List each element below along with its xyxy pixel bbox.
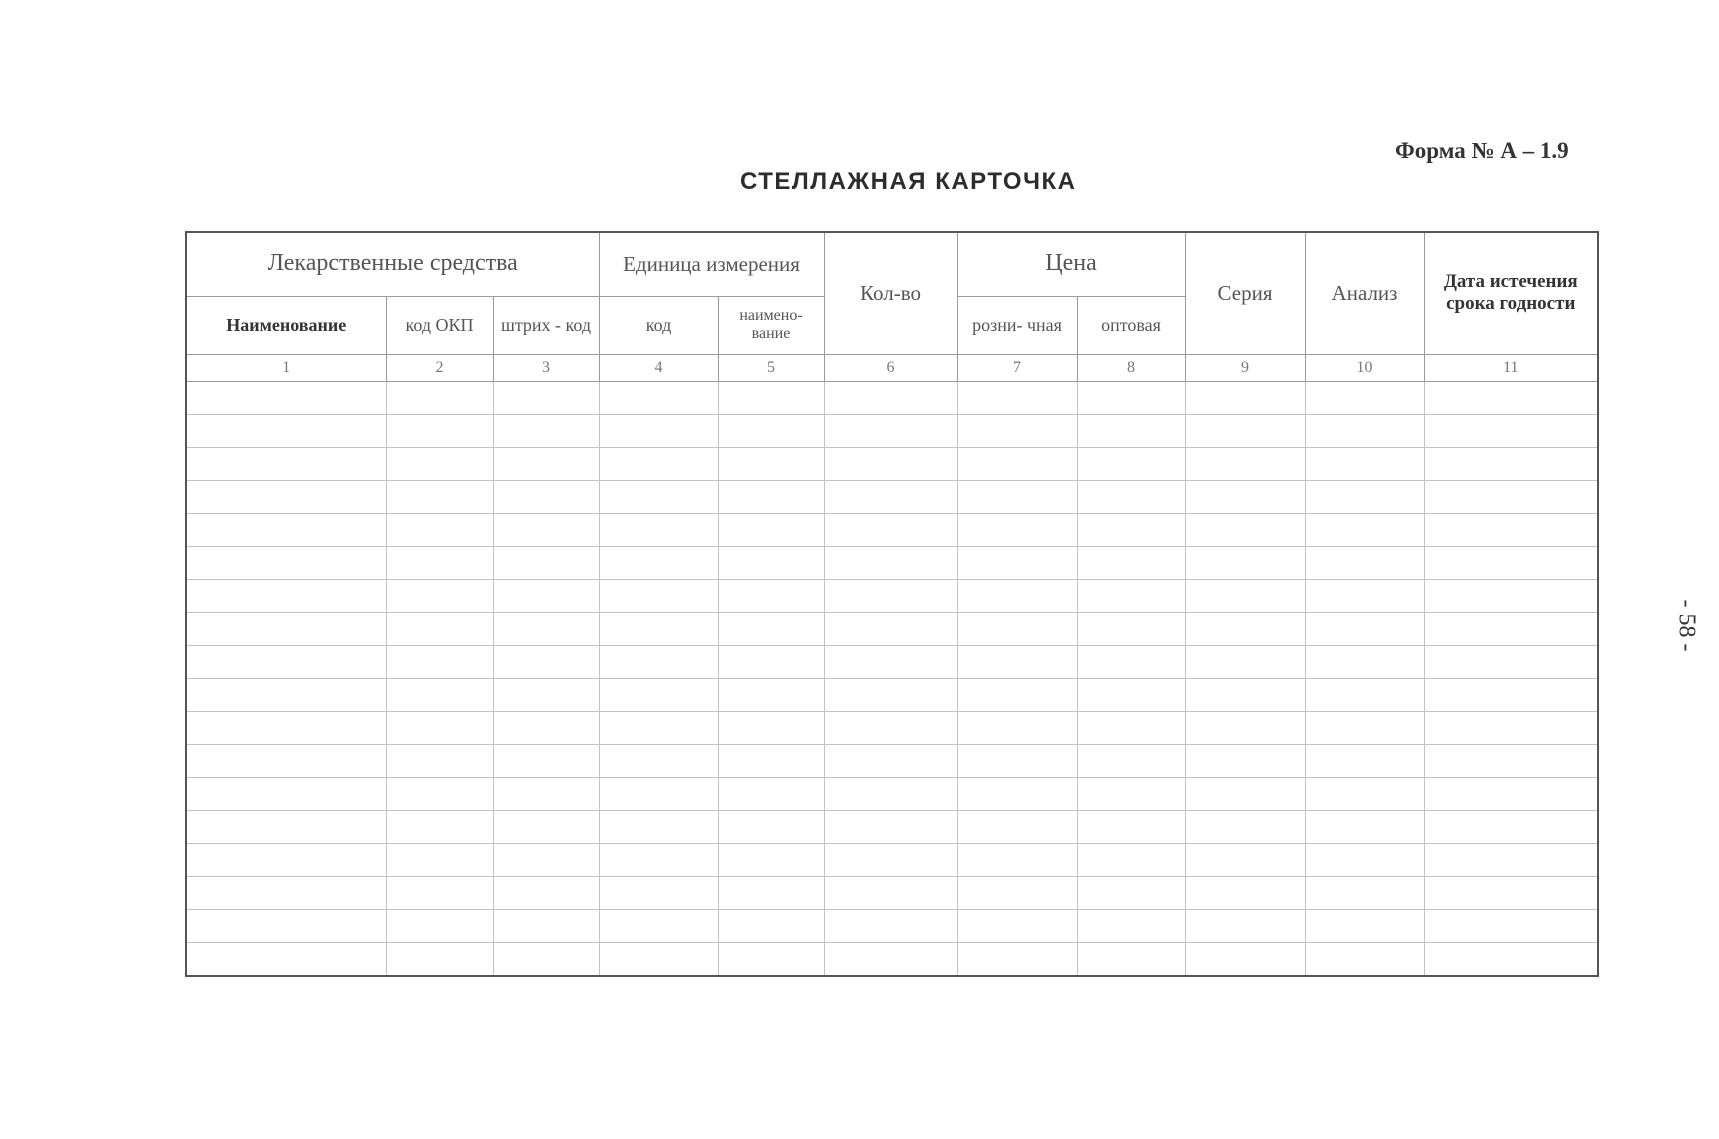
blank-cell — [718, 843, 824, 876]
column-number: 7 — [957, 354, 1077, 381]
blank-cell — [1305, 546, 1424, 579]
blank-cell — [599, 414, 718, 447]
blank-cell — [386, 909, 493, 942]
blank-cell — [957, 579, 1077, 612]
blank-cell — [1305, 381, 1424, 414]
blank-cell — [386, 678, 493, 711]
blank-cell — [599, 546, 718, 579]
blank-cell — [1424, 381, 1598, 414]
blank-cell — [957, 645, 1077, 678]
page-title: СТЕЛЛАЖНАЯ КАРТОЧКА — [740, 168, 1077, 195]
blank-cell — [1077, 678, 1185, 711]
blank-cell — [599, 843, 718, 876]
blank-cell — [1424, 612, 1598, 645]
blank-cell — [718, 942, 824, 976]
blank-cell — [1424, 744, 1598, 777]
blank-cell — [1077, 810, 1185, 843]
blank-cell — [1077, 645, 1185, 678]
blank-cell — [386, 843, 493, 876]
blank-cell — [493, 447, 599, 480]
blank-cell — [957, 546, 1077, 579]
blank-cell — [824, 447, 957, 480]
blank-row — [186, 546, 1598, 579]
header-analysis: Анализ — [1305, 232, 1424, 354]
blank-cell — [957, 909, 1077, 942]
blank-cell — [493, 513, 599, 546]
blank-cell — [1077, 777, 1185, 810]
blank-cell — [718, 909, 824, 942]
blank-cell — [957, 810, 1077, 843]
header-drugs: Лекарственные средства — [186, 232, 599, 296]
blank-cell — [1185, 546, 1305, 579]
blank-cell — [493, 678, 599, 711]
blank-cell — [493, 645, 599, 678]
column-number: 10 — [1305, 354, 1424, 381]
blank-cell — [386, 447, 493, 480]
blank-cell — [386, 744, 493, 777]
column-number: 4 — [599, 354, 718, 381]
blank-cell — [599, 777, 718, 810]
blank-cell — [1305, 645, 1424, 678]
shelf-card-table — [185, 231, 1599, 977]
header-barcode: штрих - код — [493, 296, 599, 354]
header-price: Цена — [957, 232, 1185, 296]
blank-cell — [1185, 843, 1305, 876]
blank-cell — [1305, 909, 1424, 942]
blank-cell — [1305, 744, 1424, 777]
blank-cell — [493, 579, 599, 612]
column-number: 2 — [386, 354, 493, 381]
blank-cell — [957, 711, 1077, 744]
blank-cell — [493, 810, 599, 843]
blank-cell — [718, 678, 824, 711]
blank-cell — [824, 909, 957, 942]
blank-cell — [824, 579, 957, 612]
blank-cell — [824, 645, 957, 678]
blank-cell — [1424, 876, 1598, 909]
blank-cell — [824, 480, 957, 513]
blank-cell — [1185, 711, 1305, 744]
blank-cell — [493, 480, 599, 513]
blank-cell — [493, 909, 599, 942]
blank-cell — [1185, 909, 1305, 942]
header-series: Серия — [1185, 232, 1305, 354]
header-unit-name: наимено- вание — [718, 296, 824, 354]
blank-cell — [186, 678, 386, 711]
blank-row — [186, 447, 1598, 480]
blank-cell — [599, 480, 718, 513]
blank-cell — [1305, 447, 1424, 480]
blank-cell — [186, 876, 386, 909]
blank-cell — [386, 513, 493, 546]
blank-cell — [824, 876, 957, 909]
blank-row — [186, 579, 1598, 612]
blank-cell — [599, 909, 718, 942]
blank-cell — [1424, 480, 1598, 513]
blank-cell — [1185, 381, 1305, 414]
blank-cell — [1305, 414, 1424, 447]
blank-cell — [1424, 579, 1598, 612]
blank-cell — [1185, 447, 1305, 480]
blank-cell — [718, 447, 824, 480]
blank-cell — [1077, 546, 1185, 579]
blank-cell — [599, 810, 718, 843]
header-okp: код ОКП — [386, 296, 493, 354]
blank-cell — [718, 645, 824, 678]
header-expiry: Дата истечения срока годности — [1424, 232, 1598, 354]
blank-cell — [386, 612, 493, 645]
blank-cell — [1185, 678, 1305, 711]
blank-cell — [599, 447, 718, 480]
blank-cell — [1077, 876, 1185, 909]
blank-cell — [1077, 942, 1185, 976]
header-retail: розни- чная — [957, 296, 1077, 354]
header-name: Наименование — [186, 296, 386, 354]
blank-cell — [1424, 414, 1598, 447]
blank-cell — [1077, 513, 1185, 546]
blank-cell — [493, 414, 599, 447]
blank-cell — [1424, 546, 1598, 579]
column-number: 6 — [824, 354, 957, 381]
blank-row — [186, 744, 1598, 777]
blank-cell — [186, 612, 386, 645]
blank-cell — [957, 480, 1077, 513]
blank-row — [186, 513, 1598, 546]
blank-cell — [718, 414, 824, 447]
blank-cell — [1305, 876, 1424, 909]
blank-cell — [1185, 777, 1305, 810]
blank-cell — [386, 645, 493, 678]
column-number: 11 — [1424, 354, 1598, 381]
column-number: 8 — [1077, 354, 1185, 381]
blank-cell — [957, 843, 1077, 876]
column-number: 5 — [718, 354, 824, 381]
blank-cell — [186, 414, 386, 447]
blank-cell — [1424, 843, 1598, 876]
blank-cell — [599, 942, 718, 976]
blank-cell — [824, 843, 957, 876]
blank-cell — [718, 810, 824, 843]
blank-row — [186, 942, 1598, 976]
blank-cell — [599, 579, 718, 612]
blank-row — [186, 612, 1598, 645]
blank-cell — [186, 381, 386, 414]
blank-cell — [1077, 612, 1185, 645]
blank-cell — [957, 513, 1077, 546]
blank-row — [186, 645, 1598, 678]
blank-cell — [186, 513, 386, 546]
blank-row — [186, 810, 1598, 843]
blank-cell — [824, 612, 957, 645]
blank-cell — [599, 645, 718, 678]
blank-row — [186, 381, 1598, 414]
blank-cell — [186, 546, 386, 579]
page-number: - 58 - — [1673, 599, 1700, 652]
blank-cell — [957, 447, 1077, 480]
blank-cell — [1305, 480, 1424, 513]
blank-cell — [957, 612, 1077, 645]
blank-cell — [599, 381, 718, 414]
blank-row — [186, 414, 1598, 447]
blank-cell — [718, 777, 824, 810]
blank-cell — [1424, 942, 1598, 976]
form-number: Форма № А – 1.9 — [1395, 138, 1569, 163]
blank-cell — [1305, 777, 1424, 810]
blank-cell — [824, 744, 957, 777]
blank-cell — [718, 480, 824, 513]
blank-row — [186, 909, 1598, 942]
blank-cell — [599, 678, 718, 711]
blank-cell — [1305, 711, 1424, 744]
header-unit: Единица измерения — [599, 232, 824, 296]
blank-cell — [1305, 678, 1424, 711]
blank-cell — [1077, 711, 1185, 744]
blank-cell — [599, 876, 718, 909]
blank-cell — [1185, 942, 1305, 976]
blank-cell — [1185, 810, 1305, 843]
blank-cell — [1424, 810, 1598, 843]
blank-cell — [718, 579, 824, 612]
blank-cell — [1424, 645, 1598, 678]
blank-cell — [493, 876, 599, 909]
blank-cell — [186, 711, 386, 744]
blank-cell — [493, 744, 599, 777]
blank-cell — [493, 942, 599, 976]
header-qty: Кол-во — [824, 232, 957, 354]
blank-cell — [957, 744, 1077, 777]
header-wholesale: оптовая — [1077, 296, 1185, 354]
blank-cell — [824, 711, 957, 744]
blank-cell — [493, 612, 599, 645]
column-number-row — [186, 354, 1598, 381]
header-unit-code: код — [599, 296, 718, 354]
blank-cell — [386, 381, 493, 414]
column-number: 3 — [493, 354, 599, 381]
blank-cell — [1424, 711, 1598, 744]
blank-cell — [824, 414, 957, 447]
blank-cell — [1185, 876, 1305, 909]
blank-cell — [1424, 513, 1598, 546]
blank-cell — [1305, 942, 1424, 976]
blank-cell — [957, 678, 1077, 711]
blank-cell — [186, 744, 386, 777]
blank-cell — [1185, 744, 1305, 777]
blank-cell — [386, 876, 493, 909]
blank-cell — [186, 909, 386, 942]
blank-cell — [1185, 480, 1305, 513]
blank-cell — [718, 381, 824, 414]
blank-cell — [186, 777, 386, 810]
blank-cell — [718, 876, 824, 909]
blank-cell — [1077, 381, 1185, 414]
blank-cell — [599, 711, 718, 744]
blank-cell — [493, 777, 599, 810]
blank-cell — [718, 744, 824, 777]
blank-cell — [957, 414, 1077, 447]
blank-cell — [599, 612, 718, 645]
blank-cell — [1185, 579, 1305, 612]
blank-row — [186, 843, 1598, 876]
blank-cell — [1077, 579, 1185, 612]
blank-cell — [1077, 909, 1185, 942]
blank-cell — [386, 414, 493, 447]
blank-cell — [386, 579, 493, 612]
blank-cell — [386, 480, 493, 513]
blank-cell — [957, 777, 1077, 810]
blank-cell — [493, 546, 599, 579]
blank-row — [186, 678, 1598, 711]
blank-cell — [1185, 645, 1305, 678]
blank-row — [186, 777, 1598, 810]
blank-cell — [186, 843, 386, 876]
blank-cell — [1077, 744, 1185, 777]
blank-cell — [186, 579, 386, 612]
blank-cell — [386, 711, 493, 744]
blank-cell — [1305, 612, 1424, 645]
blank-cell — [1077, 843, 1185, 876]
blank-cell — [824, 381, 957, 414]
blank-cell — [1424, 777, 1598, 810]
blank-cell — [1185, 513, 1305, 546]
blank-cell — [1305, 579, 1424, 612]
blank-cell — [824, 546, 957, 579]
blank-cell — [1424, 678, 1598, 711]
blank-cell — [1077, 480, 1185, 513]
blank-row — [186, 876, 1598, 909]
blank-cell — [957, 381, 1077, 414]
blank-cell — [1424, 447, 1598, 480]
blank-cell — [493, 711, 599, 744]
blank-cell — [1185, 612, 1305, 645]
blank-cell — [386, 810, 493, 843]
blank-cell — [824, 678, 957, 711]
blank-cell — [186, 447, 386, 480]
column-number: 9 — [1185, 354, 1305, 381]
blank-cell — [386, 942, 493, 976]
blank-cell — [1077, 447, 1185, 480]
blank-cell — [1077, 414, 1185, 447]
blank-cell — [186, 645, 386, 678]
blank-cell — [1305, 513, 1424, 546]
blank-cell — [1305, 810, 1424, 843]
blank-cell — [824, 513, 957, 546]
blank-cell — [493, 843, 599, 876]
blank-row — [186, 711, 1598, 744]
blank-cell — [824, 942, 957, 976]
blank-cell — [824, 777, 957, 810]
blank-cell — [493, 381, 599, 414]
blank-row — [186, 480, 1598, 513]
blank-cell — [386, 546, 493, 579]
blank-cell — [186, 810, 386, 843]
blank-cell — [599, 513, 718, 546]
blank-cell — [386, 777, 493, 810]
blank-cell — [186, 480, 386, 513]
blank-cell — [718, 513, 824, 546]
blank-cell — [1305, 843, 1424, 876]
blank-cell — [186, 942, 386, 976]
blank-cell — [1424, 909, 1598, 942]
blank-cell — [957, 942, 1077, 976]
blank-cell — [599, 744, 718, 777]
blank-cell — [718, 546, 824, 579]
blank-cell — [1185, 414, 1305, 447]
blank-cell — [718, 612, 824, 645]
column-number: 1 — [186, 354, 386, 381]
blank-cell — [957, 876, 1077, 909]
blank-cell — [824, 810, 957, 843]
blank-cell — [718, 711, 824, 744]
